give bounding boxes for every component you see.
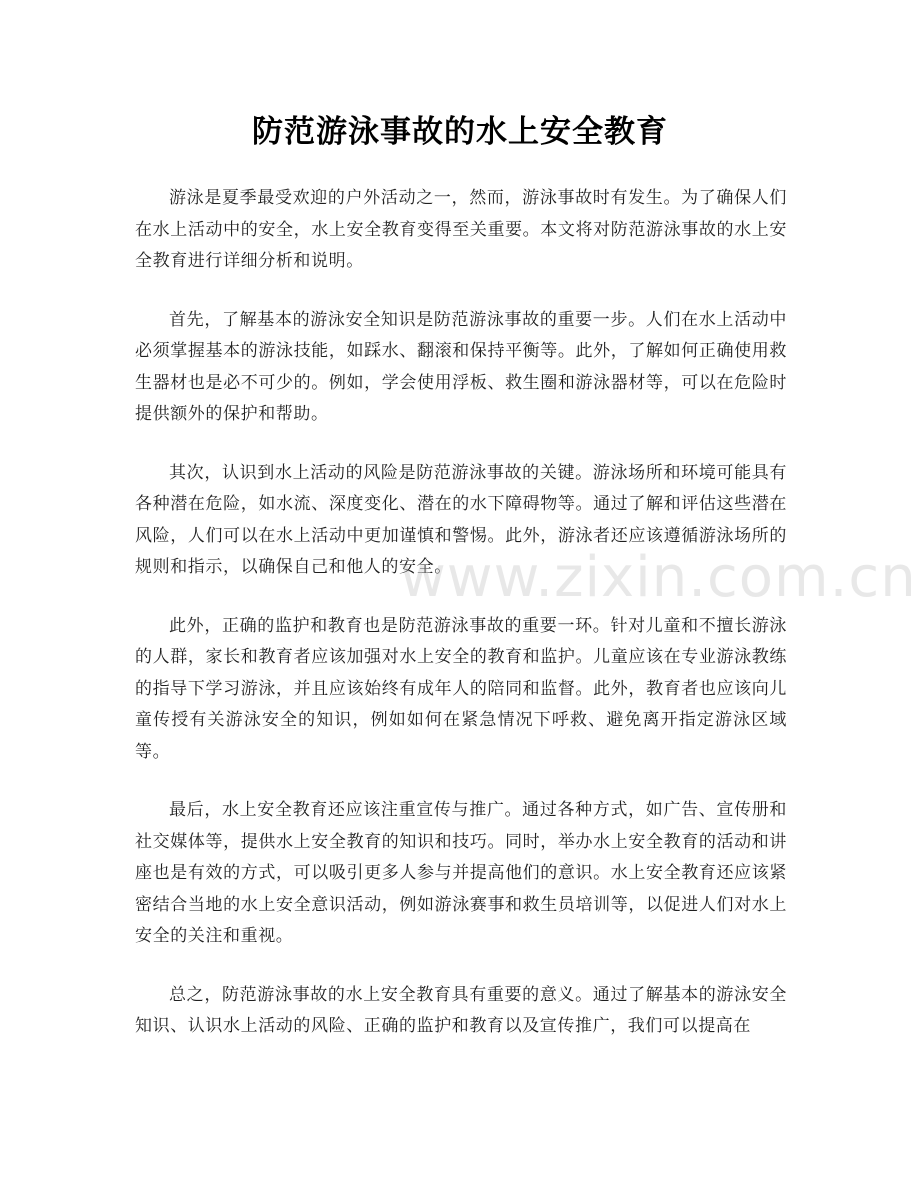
paragraph-intro: 游泳是夏季最受欢迎的户外活动之一，然而，游泳事故时有发生。为了确保人们在水上活动中的安全，水上安全教育变得至关重要。本文将对防范游泳事故的水上安全教育进行详细分析和说明。	[135, 188, 787, 271]
document-body	[135, 183, 787, 1070]
paragraph-third: 此外，正确的监护和教育也是防范游泳事故的重要一环。针对儿童和不擅长游泳的人群，家长和教育者应该加强对水上安全的教育和监护。儿童应该在专业游泳教练的指导下学习游泳，并且应该始终有成年人的陪同和监督。此外，教育者也应该向儿童传授有关游泳安全的知识，例如如何在紧急情况下呼救、避免离开指定游泳区域等。	[135, 615, 787, 762]
watermark-text: www.zixin.com.cn	[400, 545, 917, 610]
paragraph-first: 首先，了解基本的游泳安全知识是防范游泳事故的重要一步。人们在水上活动中必须掌握基本的游泳技能，如踩水、翻滚和保持平衡等。此外，了解如何正确使用救生器材也是必不可少的。例如，学会使用浮板、救生圈和游泳器材等，可以在危险时提供额外的保护和帮助。	[135, 309, 787, 424]
paragraph-fourth: 最后，水上安全教育还应该注重宣传与推广。通过各种方式，如广告、宣传册和社交媒体等，提供水上安全教育的知识和技巧。同时，举办水上安全教育的活动和讲座也是有效的方式，可以吸引更多人参与并提高他们的意识。水上安全教育还应该紧密结合当地的水上安全意识活动，例如游泳赛事和救生员培训等，以促进人们对水上安全的关注和重视。	[135, 800, 787, 946]
paragraph-second: 其次，认识到水上活动的风险是防范游泳事故的关键。游泳场所和环境可能具有各种潜在危险，如水流、深度变化、潜在的水下障碍物等。通过了解和评估这些潜在风险，人们可以在水上活动中更加谨慎和警惕。此外，游泳者还应该遵循游泳场所的规则和指示，以确保自己和他人的安全。	[135, 462, 787, 577]
paragraph-conclusion: 总之，防范游泳事故的水上安全教育具有重要的意义。通过了解基本的游泳安全知识、认识水上活动的风险、正确的监护和教育以及宣传推广，我们可以提高在	[135, 984, 787, 1036]
document-title: 防范游泳事故的水上安全教育	[252, 114, 668, 150]
